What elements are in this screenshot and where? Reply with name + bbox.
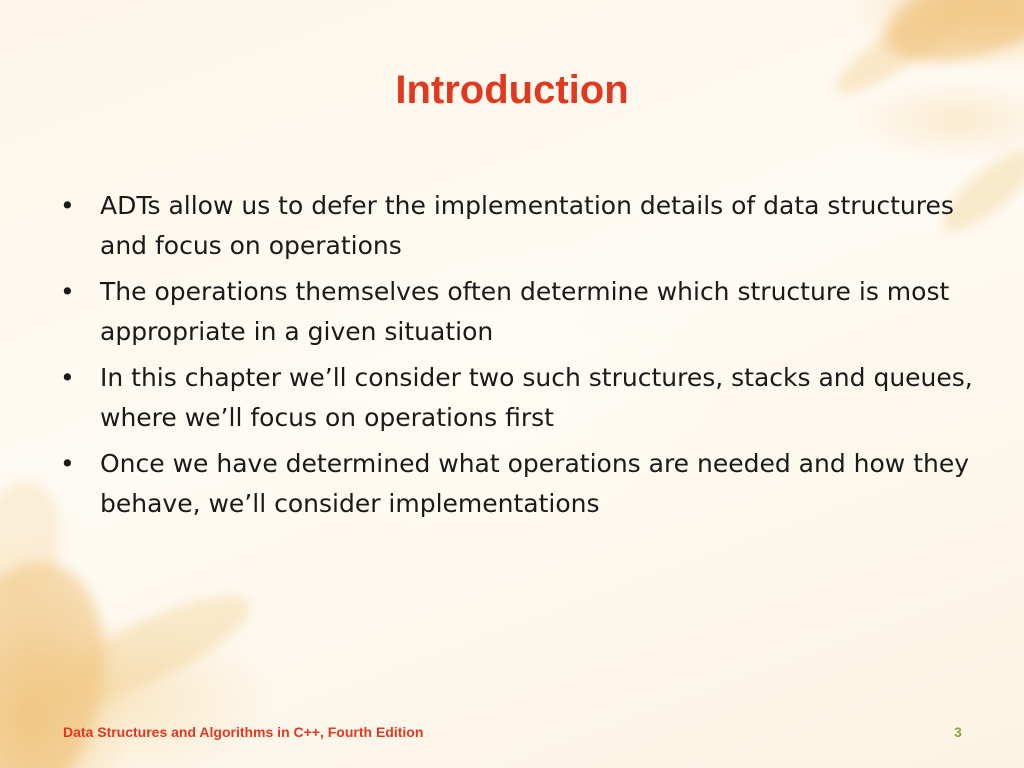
slide-title: Introduction: [395, 68, 629, 112]
footer-book-title: Data Structures and Algorithms in C++, Fourth Edition: [63, 724, 424, 740]
bullet-item: [56, 186, 976, 266]
bullet-item: [56, 272, 976, 352]
bullet-text: In this chapter we’ll consider two such structures, stacks and queues, where we’ll focus on operations first: [100, 363, 973, 432]
brush-stroke-decoration: [38, 576, 263, 723]
slide-body: [56, 186, 976, 530]
bullet-icon: •: [60, 191, 75, 220]
bullet-text: Once we have determined what operations are needed and how they behave, we’ll consider implementations: [100, 449, 970, 518]
bullet-list: [56, 186, 976, 524]
bullet-text: ADTs allow us to defer the implementation details of data structures and focus on operations: [100, 191, 954, 260]
bullet-text: The operations themselves often determine which structure is most appropriate in a given situation: [100, 277, 950, 346]
bullet-icon: •: [60, 363, 75, 392]
bullet-item: [56, 358, 976, 438]
bullet-icon: •: [60, 277, 75, 306]
bullet-item: [56, 444, 976, 524]
page-number: 3: [954, 724, 962, 740]
bullet-icon: •: [60, 449, 75, 478]
